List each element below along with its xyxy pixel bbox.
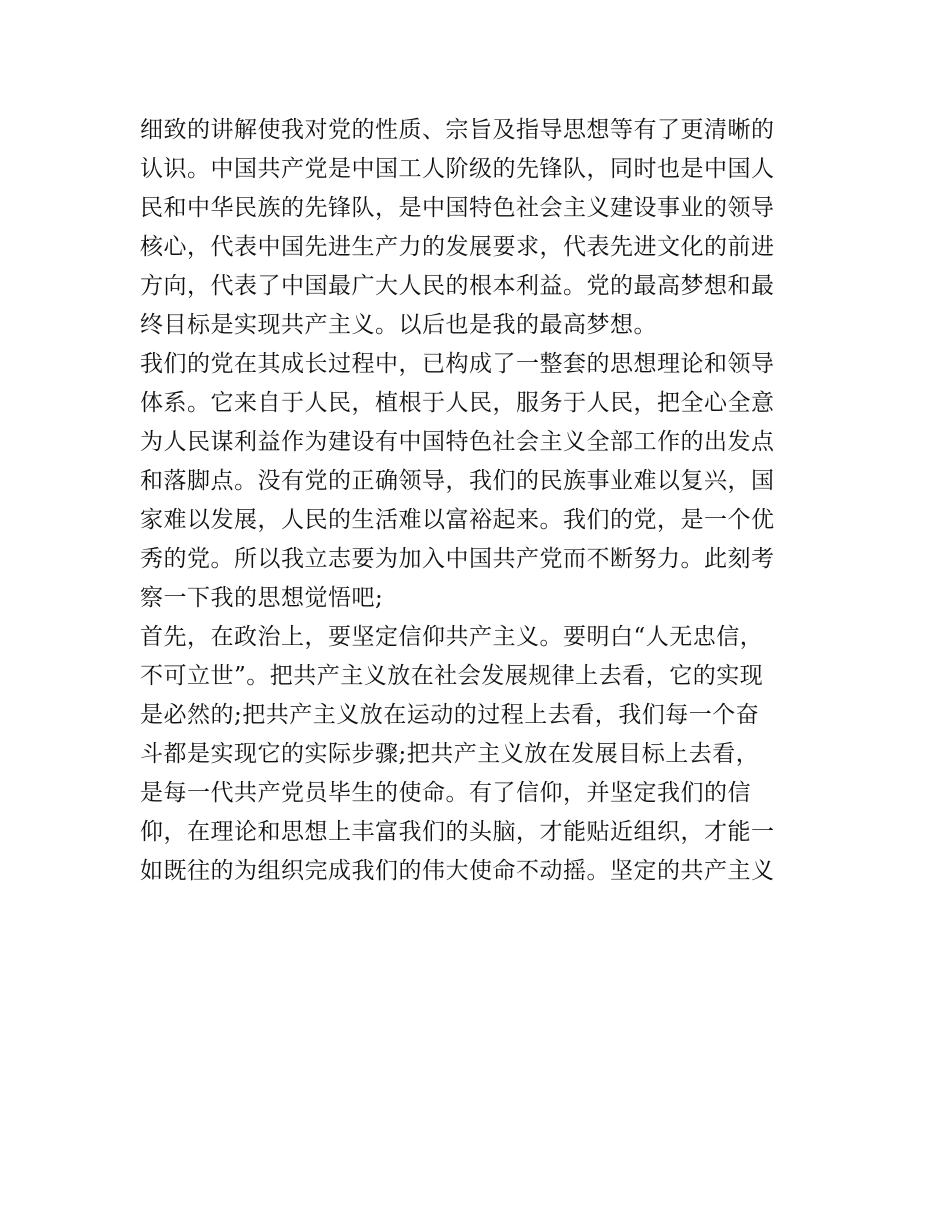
text-line: 秀的党。所以我立志要为加入中国共产党而不断努力。此刻考 <box>140 546 775 572</box>
text-line: 我们的党在其成长过程中，已构成了一整套的思想理论和领导 <box>140 351 775 377</box>
text-line: 是每一代共产党员毕生的使命。有了信仰，并坚定我们的信 <box>140 780 751 806</box>
text-line: 不可立世”。把共产主义放在社会发展规律上去看，它的实现 <box>140 663 764 689</box>
text-line: 细致的讲解使我对党的性质、宗旨及指导思想等有了更清晰的 <box>140 117 775 143</box>
text-line: 和落脚点。没有党的正确领导，我们的民族事业难以复兴，国 <box>140 468 775 494</box>
text-line: 核心，代表中国先进生产力的发展要求，代表先进文化的前进 <box>140 234 775 260</box>
text-line: 首先，在政治上，要坚定信仰共产主义。要明白“人无忠信， <box>140 624 764 650</box>
text-line: 终目标是实现共产主义。以后也是我的最高梦想。 <box>140 312 657 338</box>
text-line: 体系。它来自于人民，植根于人民，服务于人民，把全心全意 <box>140 390 775 416</box>
text-line: 如既往的为组织完成我们的伟大使命不动摇。坚定的共产主义 <box>140 858 775 884</box>
text-line: 是必然的;把共产主义放在运动的过程上去看，我们每一个奋 <box>140 702 760 728</box>
text-line: 方向，代表了中国最广大人民的根本利益。党的最高梦想和最 <box>140 273 775 299</box>
text-line: 家难以发展，人民的生活难以富裕起来。我们的党，是一个优 <box>140 507 775 533</box>
document-body <box>140 111 820 891</box>
text-line: 察一下我的思想觉悟吧; <box>140 585 384 611</box>
text-line: 民和中华民族的先锋队，是中国特色社会主义建设事业的领导 <box>140 195 775 221</box>
text-line: 为人民谋利益作为建设有中国特色社会主义全部工作的出发点 <box>140 429 775 455</box>
text-line: 斗都是实现它的实际步骤;把共产主义放在发展目标上去看， <box>140 741 760 767</box>
text-line: 仰，在理论和思想上丰富我们的头脑，才能贴近组织，才能一 <box>140 819 775 845</box>
text-line: 认识。中国共产党是中国工人阶级的先锋队，同时也是中国人 <box>140 156 775 182</box>
